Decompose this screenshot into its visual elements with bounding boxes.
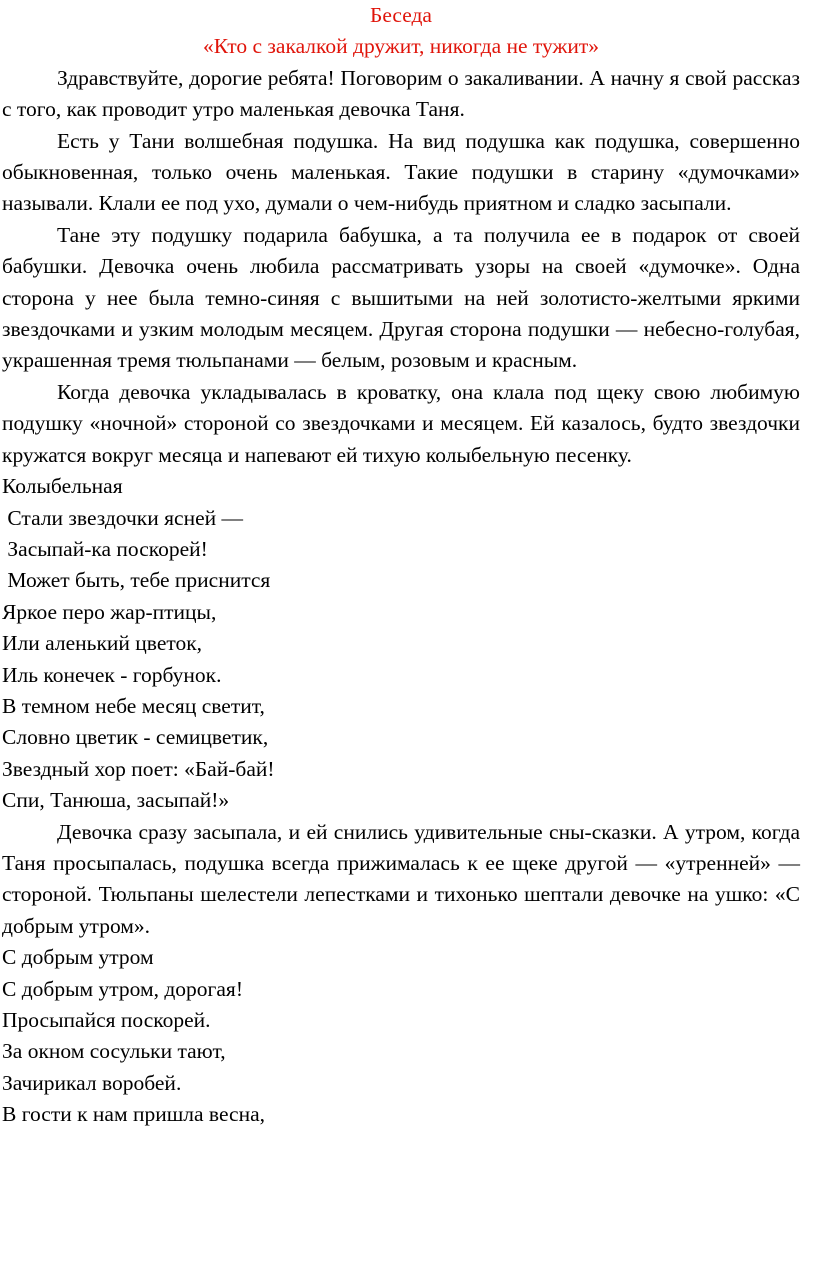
lullaby-line: Спи, Танюша, засыпай!»: [2, 788, 230, 813]
document-title: Беседа: [370, 3, 432, 27]
lullaby-line: Словно цветик - семицветик,: [2, 725, 269, 750]
lullaby-line: Стали звездочки ясней —: [2, 505, 243, 530]
paragraph-bedtime: Когда девочка укладывалась в кроватку, она клала под щеку свою любимую подушку «ночной» стороной со звездочками и месяцем. Ей казалось, будто звездочки кружатся вокруг месяца и напевают ей тихую колыбельную песенку.: [2, 379, 800, 467]
morning-song-line: Зачирикал воробей.: [2, 1070, 182, 1095]
morning-song-line: Просыпайся поскорей.: [2, 1008, 211, 1032]
document-subtitle: «Кто с закалкой дружит, никогда не тужит»: [202, 34, 600, 59]
lullaby-line: Яркое перо жар-птицы,: [2, 599, 217, 624]
paragraph-intro: Здравствуйте, дорогие ребята! Поговорим о закаливании. А начну я свой рассказ с того, как проводит утро маленькая девочка Таня.: [2, 65, 800, 122]
lullaby-line: Может быть, тебе приснится: [2, 568, 271, 593]
paragraph-morning: Девочка сразу засыпала, и ей снились удивительные сны-сказки. А утром, когда Таня просыпалась, подушка всегда прижималась к ее щеке другой — «утренней» — стороной. Тюльпаны шелестели лепестками и тихонько шептали девочке на ушко: «С добрым утром».: [2, 819, 800, 938]
lullaby-line: Иль конечек - горбунок.: [2, 662, 222, 687]
lullaby-heading: Колыбельная: [2, 474, 123, 499]
lullaby-line: Звездный хор поет: «Бай-бай!: [2, 756, 275, 781]
paragraph-pillow: Есть у Тани волшебная подушка. На вид подушка как подушка, совершенно обыкновенная, только очень маленькая. Такие подушки в старину «думочками» называли. Клали ее под ухо, думали о чем-нибудь приятном и сладко засыпали.: [2, 128, 800, 216]
morning-song-line: За окном сосульки тают,: [2, 1039, 226, 1064]
morning-song-line: С добрым утром, дорогая!: [2, 976, 243, 1001]
lullaby-line: Или аленький цветок,: [2, 631, 203, 656]
morning-song-heading: С добрым утром: [2, 945, 154, 970]
lullaby-line: В темном небе месяц светит,: [2, 693, 265, 718]
lullaby-line: Засыпай-ка поскорей!: [2, 536, 208, 561]
morning-song-line: В гости к нам пришла весна,: [2, 1102, 265, 1127]
paragraph-grandmother: Тане эту подушку подарила бабушка, а та получила ее в подарок от своей бабушки. Девочка очень любила рассматривать узоры на своей «думочке». Одна сторона у нее была темно-синяя с вышитыми на ней золотисто-желтыми яркими звездочками и узким молодым месяцем. Другая сторона подушки — небесно-голубая, украшенная тремя тюльпанами — белым, розовым и красным.: [2, 222, 800, 373]
